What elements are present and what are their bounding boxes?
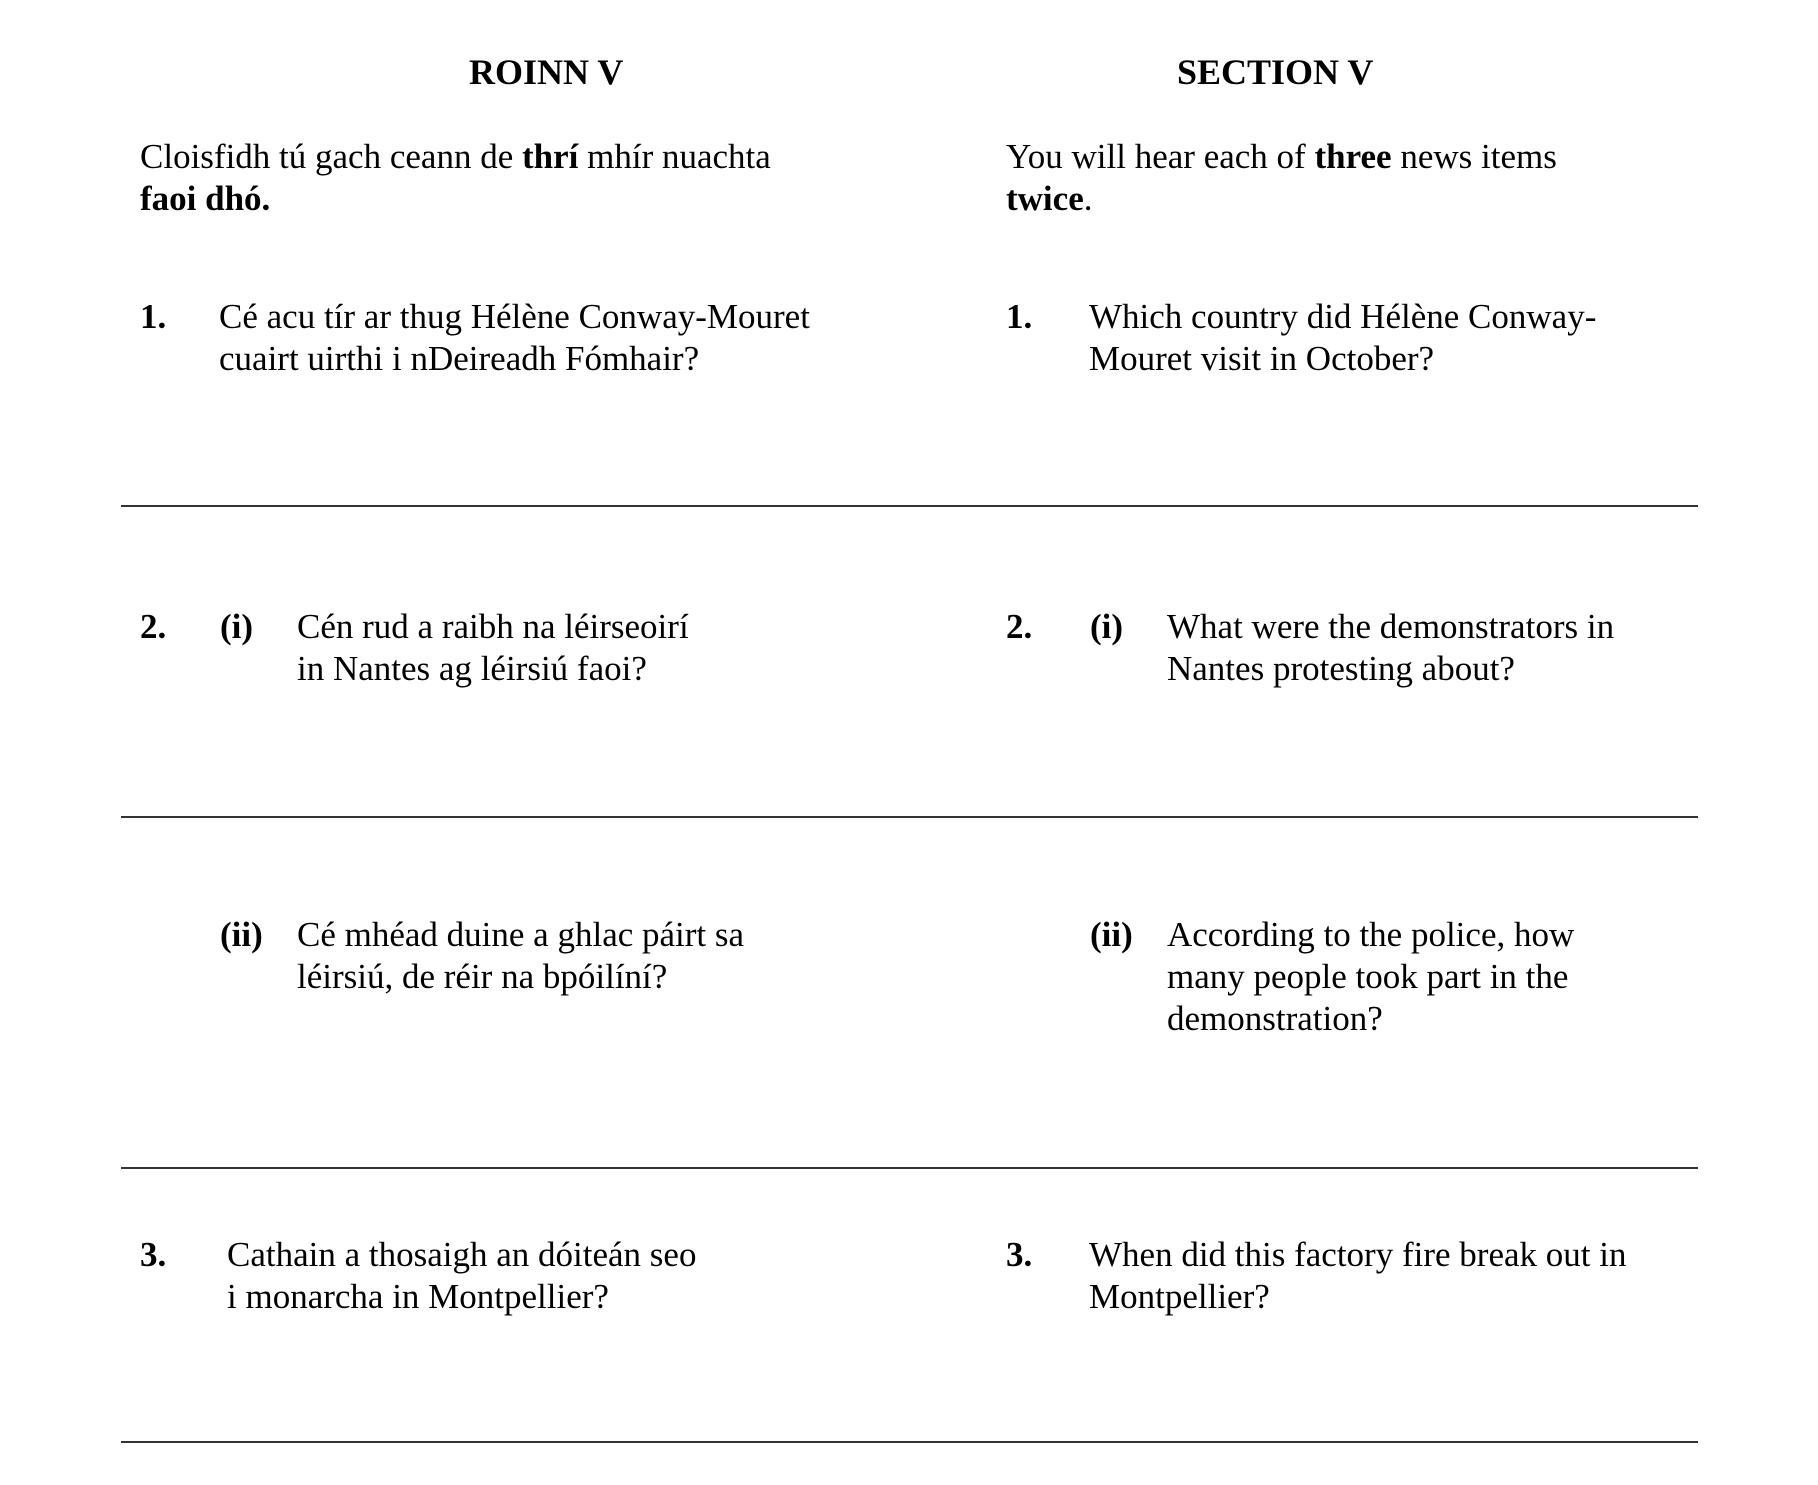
heading-english: SECTION V bbox=[1177, 52, 1374, 92]
question-line: in Nantes ag léirsiú faoi? bbox=[297, 649, 647, 688]
intro-irish-line-2 bbox=[140, 178, 771, 220]
question-line: Cé acu tír ar thug Hélène Conway-Mouret bbox=[219, 297, 810, 336]
question-line: many people took part in the bbox=[1167, 957, 1569, 996]
question-number-irish-2: 2. bbox=[140, 607, 167, 646]
intro-english-line-2 bbox=[1006, 178, 1557, 220]
question-number-english-1: 1. bbox=[1006, 297, 1033, 336]
question-line: léirsiú, de réir na bpóilíní? bbox=[297, 957, 668, 996]
question-part-label-irish-2-ii: (ii) bbox=[220, 915, 263, 954]
answer-line-2[interactable] bbox=[121, 816, 1698, 818]
question-line: Mouret visit in October? bbox=[1089, 339, 1435, 378]
intro-irish bbox=[140, 136, 771, 220]
intro-emphasis-repeat: twice bbox=[1006, 179, 1084, 218]
question-text-english-2-i bbox=[1167, 606, 1614, 690]
answer-line-3[interactable] bbox=[121, 1167, 1698, 1169]
intro-english bbox=[1006, 136, 1557, 220]
heading-irish: ROINN V bbox=[469, 52, 624, 92]
question-part-label-english-2-i: (i) bbox=[1090, 607, 1124, 646]
question-line: Cén rud a raibh na léirseoirí bbox=[297, 607, 689, 646]
question-text-irish-1 bbox=[219, 296, 810, 380]
intro-text: Cloisfidh tú gach ceann de bbox=[140, 137, 522, 176]
intro-irish-line-1 bbox=[140, 136, 771, 178]
intro-text: You will hear each of bbox=[1006, 137, 1315, 176]
question-line: When did this factory fire break out in bbox=[1089, 1235, 1627, 1274]
question-line: What were the demonstrators in bbox=[1167, 607, 1615, 646]
question-text-irish-2-ii bbox=[297, 914, 744, 998]
question-number-irish-1: 1. bbox=[140, 297, 167, 336]
question-line: Which country did Hélène Conway- bbox=[1089, 297, 1597, 336]
question-number-english-3: 3. bbox=[1006, 1235, 1033, 1274]
question-part-label-irish-2-i: (i) bbox=[220, 607, 254, 646]
intro-text: news items bbox=[1391, 137, 1557, 176]
question-part-label-english-2-ii: (ii) bbox=[1090, 915, 1133, 954]
answer-line-1[interactable] bbox=[121, 505, 1698, 507]
question-line: According to the police, how bbox=[1167, 915, 1575, 954]
question-line: i monarcha in Montpellier? bbox=[227, 1277, 609, 1316]
intro-emphasis-count: thrí bbox=[521, 137, 579, 176]
answer-line-4[interactable] bbox=[121, 1441, 1698, 1443]
intro-text: . bbox=[1083, 179, 1093, 218]
question-number-irish-3: 3. bbox=[140, 1235, 167, 1274]
intro-emphasis-count: three bbox=[1314, 137, 1392, 176]
question-text-irish-2-i bbox=[297, 606, 689, 690]
intro-emphasis-repeat: faoi dhó. bbox=[140, 179, 271, 218]
question-line: Cé mhéad duine a ghlac páirt sa bbox=[297, 915, 745, 954]
question-line: Nantes protesting about? bbox=[1167, 649, 1515, 688]
question-text-english-3 bbox=[1089, 1234, 1626, 1318]
question-text-irish-3 bbox=[227, 1234, 696, 1318]
question-line: Montpellier? bbox=[1089, 1277, 1270, 1316]
question-line: demonstration? bbox=[1167, 999, 1383, 1038]
question-line: Cathain a thosaigh an dóiteán seo bbox=[227, 1235, 697, 1274]
question-line: cuairt uirthi i nDeireadh Fómhair? bbox=[219, 339, 700, 378]
question-text-english-2-ii bbox=[1167, 914, 1574, 1040]
intro-english-line-1 bbox=[1006, 136, 1557, 178]
question-number-english-2: 2. bbox=[1006, 607, 1033, 646]
intro-text: mhír nuachta bbox=[578, 137, 771, 176]
question-text-english-1 bbox=[1089, 296, 1596, 380]
